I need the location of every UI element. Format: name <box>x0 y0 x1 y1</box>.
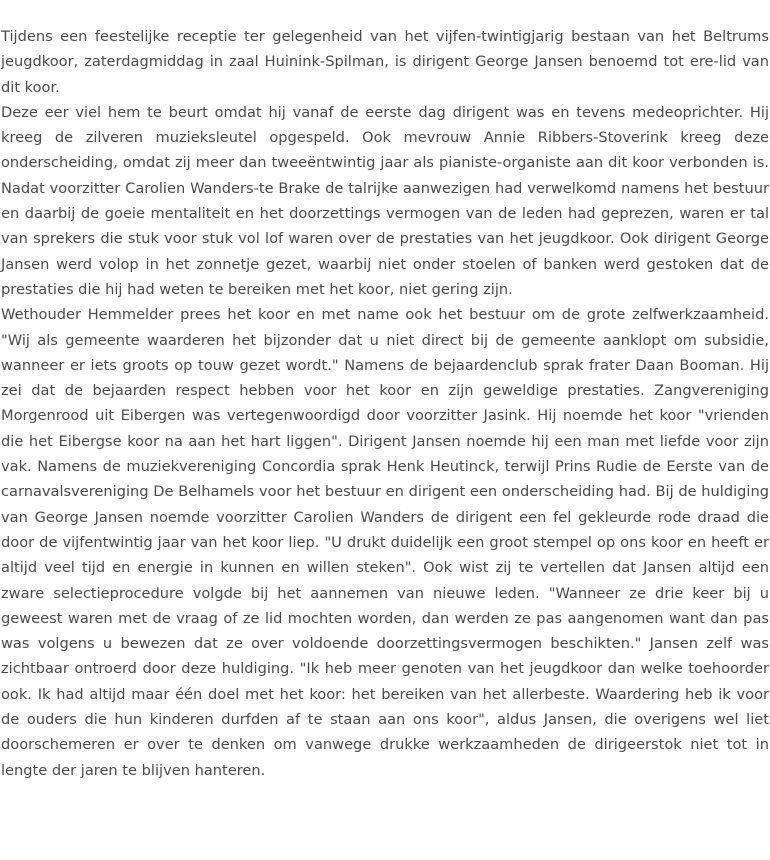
paragraph-speeches: Wethouder Hemmelder prees het koor en met name ook het bestuur om de grote zelfwerkzaamheid. "Wij als gemeente waarderen het bijzonder dat u niet direct bij de gemeente aanklopt om subsidie, wanneer er iets groots op touw gezet wordt." Namens de bejaardenclub sprak frater Daan Booman. Hij zei dat de bejaarden respect hebben voor het koor en zijn geweldige prestaties. Zangvereniging Morgenrood uit Eibergen was vertegenwoordigd door voorzitter Jasink. Hij noemde het koor "vrienden die het Eibergse koor na aan het hart liggen". Dirigent Jansen noemde hij een man met liefde voor zijn vak. Namens de muziekvereniging Concordia sprak Henk Heutinck, terwijl Prins Rudie de Eerste van de carnavalsvereniging De Belhamels voor het bestuur en dirigent een onderscheiding had. Bij de huldiging van George Jansen noemde voorzitter Carolien Wanders de dirigent een fel gekleurde rode draad die door de vijfentwintig jaar van het koor liep. "U drukt duidelijk een groot stempel op ons koor en heeft er altijd veel tijd en energie in kunnen en willen steken". Ook wist zij te vertellen dat Jansen altijd een zware selectieprocedure volgde bij het aannemen van nieuwe leden. "Wanneer ze drie keer bij u geweest waren met de vraag of ze lid mochten worden, dan werden ze pas aangenomen want dan pas was volgens u bewezen dat ze over voldoende doorzettingsvermogen beschikten." Jansen zelf was zichtbaar ontroerd door deze huldiging. "Ik heb meer genoten van het jeugdkoor dan welke toehoorder ook. Ik had altijd maar één doel met het koor: het bereiken van het allerbeste. Waardering heb ik voor de ouders die hun kinderen durfden af te staan aan ons koor", aldus Jansen, die overigens wel liet doorschemeren er over te denken om vanwege drukke werkzaamheden de dirigeerstok niet tot in lengte der jaren te blijven hanteren. <box>1 306 769 779</box>
article-body <box>0 24 770 783</box>
paragraph-honors: Deze eer viel hem te beurt omdat hij vanaf de eerste dag dirigent was en tevens medeoprichter. Hij kreeg de zilveren muzieksleutel opgespeld. Ook mevrouw Annie Ribbers-Stoverink kreeg deze onderscheiding, omdat zij meer dan tweeëntwintig jaar als pianiste-organiste aan dit koor verbonden is. Nadat voorzitter Carolien Wanders-te Brake de talrijke aanwezigen had verwelkomd namens het bestuur en daarbij de goeie mentaliteit en het doorzettings vermogen van de leden had geprezen, waren er tal van sprekers die stuk voor stuk vol lof waren over de prestaties van het jeugdkoor. Ook dirigent George Jansen werd volop in het zonnetje gezet, waarbij niet onder stoelen of banken werd gestoken dat de prestaties die hij had weten te bereiken met het koor, niet gering zijn. <box>1 103 769 298</box>
paragraph-intro: Tijdens een feestelijke receptie ter gelegenheid van het vijfen-twintigjarig bestaan van het Beltrums jeugdkoor, zaterdagmiddag in zaal Huinink-Spilman, is dirigent George Jansen benoemd tot ere-lid van dit koor. <box>1 28 769 96</box>
